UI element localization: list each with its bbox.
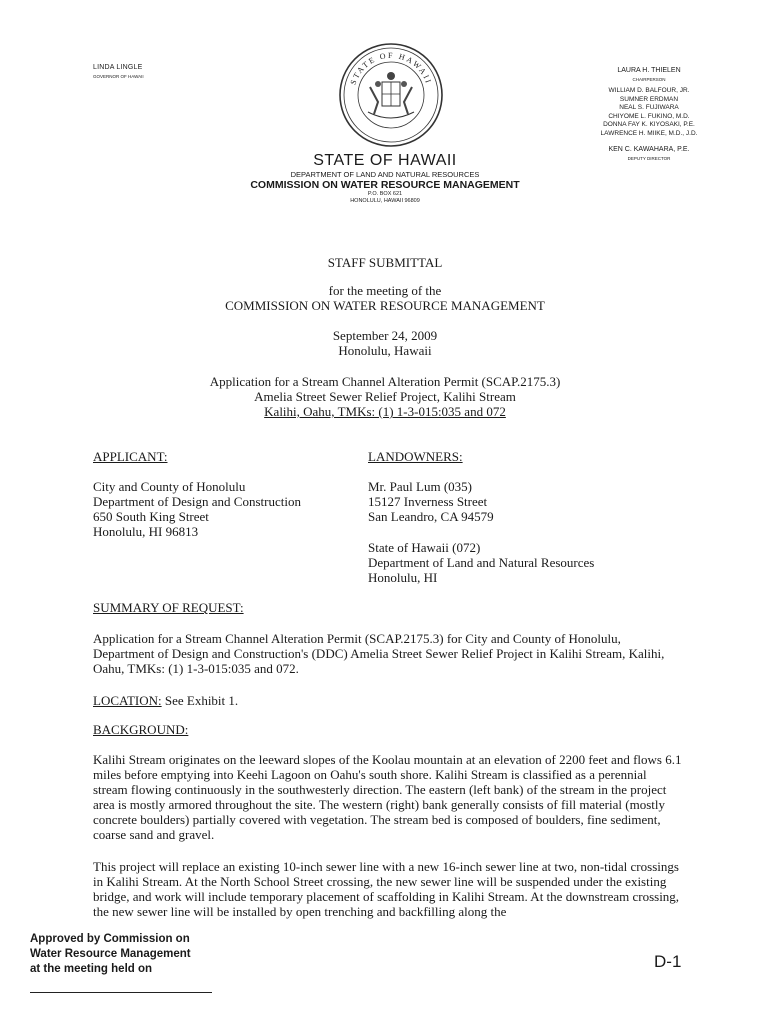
agency-header <box>0 152 770 205</box>
member-name: DONNA FAY K. KIYOSAKI, P.E. <box>603 121 695 128</box>
applicant-line: City and County of Honolulu <box>93 479 246 494</box>
landowner-line: Department of Land and Natural Resources <box>368 555 595 570</box>
governor-name: LINDA LINGLE <box>93 64 143 71</box>
page-identifier: D-1 <box>654 952 682 971</box>
po-box: P.O. BOX 621 <box>367 191 403 197</box>
landowners-section <box>368 449 594 585</box>
meeting-date: September 24, 2009 <box>332 328 438 343</box>
commission-name: COMMISSION ON WATER RESOURCE MANAGEMENT <box>250 179 520 191</box>
governor-title: GOVERNOR OF HAWAII <box>93 74 144 79</box>
landowner-line: Mr. Paul Lum (035) <box>368 479 472 494</box>
approval-signature-line <box>30 992 212 993</box>
landowner-line: San Leandro, CA 94579 <box>368 509 494 524</box>
landowner-line: State of Hawaii (072) <box>368 540 481 555</box>
member-name: WILLIAM D. BALFOUR, JR. <box>608 87 690 94</box>
application-title-1: Application for a Stream Channel Alteration Permit (SCAP.2175.3) <box>209 374 561 389</box>
commission-members-block <box>589 66 709 163</box>
member-name: LAWRENCE H. MIIKE, M.D., J.D. <box>600 129 698 137</box>
applicant-line: Honolulu, HI 96813 <box>93 524 199 539</box>
background-heading: BACKGROUND: <box>93 722 189 737</box>
document-title: STAFF SUBMITTAL <box>327 255 443 270</box>
applicant-heading: APPLICANT: <box>93 449 168 464</box>
approval-line-2: Water Resource Management <box>30 948 191 960</box>
location-heading: LOCATION: <box>93 693 162 708</box>
deputy-name: KEN C. KAWAHARA, P.E. <box>608 146 690 153</box>
landowner-line: 15127 Inverness Street <box>368 494 488 509</box>
chair-name: LAURA H. THIELEN <box>617 67 681 74</box>
landowner-line: Honolulu, HI <box>368 570 438 585</box>
summary-text: Application for a Stream Channel Alteration Permit (SCAP.2175.3) for City and County of Honolulu, Department of Design and Construction's (DDC) Amelia Street Sewer Relief Project in Kalihi Stream, Kalihi, Oahu, TMKs: (1) 1-3-015:035 and 072. <box>93 631 665 676</box>
location-line <box>93 693 238 708</box>
state-title: STATE OF HAWAII <box>313 152 457 169</box>
member-name: SUMNER ERDMAN <box>619 95 679 103</box>
application-title-2: Amelia Street Sewer Relief Project, Kalihi Stream <box>254 389 516 404</box>
applicant-line: Department of Design and Construction <box>93 494 301 509</box>
applicant-line: 650 South King Street <box>93 509 209 524</box>
location-text: See Exhibit 1. <box>161 693 239 708</box>
member-name: NEAL S. FUJIWARA <box>619 104 679 111</box>
meeting-line-2: COMMISSION ON WATER RESOURCE MANAGEMENT <box>225 298 545 313</box>
application-tmk: Kalihi, Oahu, TMKs: (1) 1-3-015:035 and 072 <box>264 404 506 419</box>
landowners-heading: LANDOWNERS: <box>368 449 463 464</box>
application-title-3 <box>0 404 770 419</box>
state-seal-icon <box>338 42 444 148</box>
deputy-title: DEPUTY DIRECTOR <box>627 156 671 161</box>
background-paragraph-2: This project will replace an existing 10-inch sewer line with a new 16-inch sewer line at two, non-tidal crossings in Kalihi Stream. At the North School Street crossing, the new sewer line will be suspended under the existing bridge, and work will include temporary placement of scaffolding in Kalihi Stream. At the downstream crossing, the new sewer line will be installed by open trenching and backfilling along the <box>93 859 680 919</box>
member-name: CHIYOME L. FUKINO, M.D. <box>608 112 690 120</box>
city-address: HONOLULU, HAWAII 96809 <box>350 198 420 204</box>
approval-line-3: at the meeting held on <box>30 963 153 975</box>
seal-text: STATE OF HAWAII <box>348 50 434 86</box>
approval-line-1: Approved by Commission on <box>30 933 190 945</box>
governor-block <box>93 63 144 81</box>
meeting-line-1: for the meeting of the <box>328 283 442 298</box>
background-paragraph-1: Kalihi Stream originates on the leeward slopes of the Koolau mountain at an elevation of 2200 feet and flows 6.1 miles before emptying into Keehi Lagoon on Oahu's south shore. Kalihi Stream is classified as a perennial stream flowing continuously in the southwesterly direction. The eastern (left bank) of the stream in the project area is mostly armored throughout the site. The western (right) bank generally consists of fill material (mostly concrete boulders) partially covered with vegetation. The stream bed is composed of boulders, fine sediment, coarse sand and gravel. <box>93 752 682 842</box>
meeting-place: Honolulu, Hawaii <box>338 343 432 358</box>
applicant-section <box>93 449 301 539</box>
chair-title: CHAIRPERSON <box>632 77 666 82</box>
department-name: DEPARTMENT OF LAND AND NATURAL RESOURCES <box>290 170 480 179</box>
summary-heading: SUMMARY OF REQUEST: <box>93 600 244 615</box>
approval-stamp <box>30 932 191 977</box>
